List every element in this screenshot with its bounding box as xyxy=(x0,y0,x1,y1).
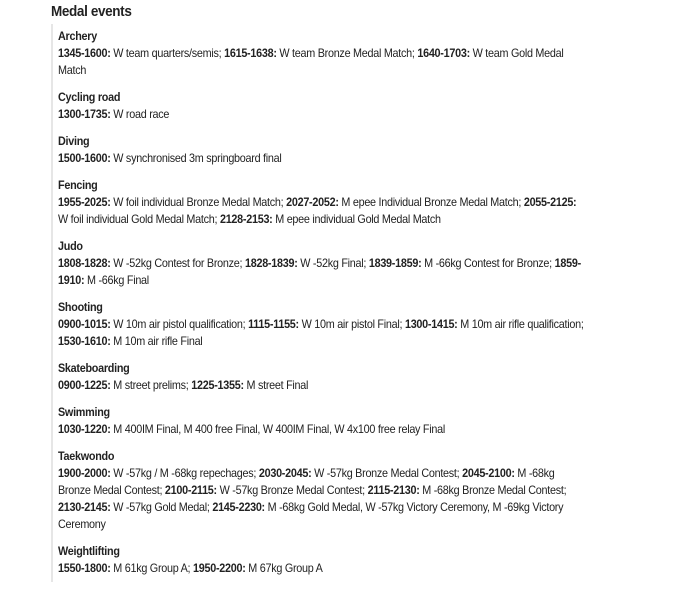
event-description: M 10m air rifle qualification; xyxy=(457,317,584,331)
event-description: M -68kg Bronze Medal Contest; xyxy=(419,483,567,497)
event-time: 2128-2153: xyxy=(219,212,273,226)
sport-schedule xyxy=(58,255,585,289)
event-time: 2045-2100: xyxy=(462,466,515,480)
event-time: 1900-2000: xyxy=(58,466,111,480)
event-description: W foil individual Gold Medal Match; xyxy=(58,212,220,226)
left-divider xyxy=(51,24,53,582)
sport-block-taekwondo xyxy=(58,448,585,533)
event-time: 1030-1220: xyxy=(58,422,111,436)
sport-schedule xyxy=(58,465,585,533)
sport-schedule xyxy=(58,560,585,577)
event-time: 2027-2052: xyxy=(286,195,339,209)
sport-schedule xyxy=(58,421,585,438)
event-time: 1345-1600: xyxy=(58,46,111,60)
sport-block-weightlifting xyxy=(58,543,585,577)
event-description: M 61kg Group A; xyxy=(110,561,194,575)
sport-block-skateboarding xyxy=(58,360,585,394)
sport-block-archery xyxy=(58,28,585,79)
event-description: W team Bronze Medal Match; xyxy=(276,46,418,60)
event-description: W -52kg Contest for Bronze; xyxy=(110,256,245,270)
event-description: M epee individual Gold Medal Match xyxy=(272,212,441,226)
event-time: 1615-1638: xyxy=(224,46,277,60)
event-time: 1955-2025: xyxy=(58,195,111,209)
medal-events-list xyxy=(58,28,585,587)
sport-schedule xyxy=(58,377,585,394)
event-time: 0900-1225: xyxy=(58,378,111,392)
sport-name: Judo xyxy=(58,239,83,253)
event-description: W -57kg / M -68kg repechages; xyxy=(110,466,259,480)
event-time: 2115-2130: xyxy=(367,483,420,497)
event-description: M -68kg Gold Medal, W -57kg Victory Ceremony, M -69kg Victory Ceremony xyxy=(58,500,564,531)
event-description: W -52kg Final; xyxy=(297,256,369,270)
sport-name: Swimming xyxy=(58,405,110,419)
sport-name: Shooting xyxy=(58,300,103,314)
event-description: W team quarters/semis; xyxy=(110,46,225,60)
event-description: W -57kg Bronze Medal Contest; xyxy=(216,483,368,497)
event-description: M street prelims; xyxy=(110,378,192,392)
event-description: W foil individual Bronze Medal Match; xyxy=(110,195,287,209)
event-time: 1530-1610: xyxy=(58,334,111,348)
event-description: M 400IM Final, M 400 free Final, W 400IM Final, W 4x100 free relay Final xyxy=(110,422,445,436)
event-description: M street Final xyxy=(243,378,309,392)
event-time: 1828-1839: xyxy=(244,256,298,270)
event-description: M -68kg Bronze Medal Contest; xyxy=(58,466,555,497)
event-time: 2100-2115: xyxy=(164,483,217,497)
event-time: 2130-2145: xyxy=(58,500,111,514)
event-description: M -66kg Final xyxy=(84,273,149,287)
event-description: W team Gold Medal Match xyxy=(58,46,564,77)
event-description: W synchronised 3m springboard final xyxy=(110,151,282,165)
sport-name: Skateboarding xyxy=(58,361,130,375)
sport-block-diving xyxy=(58,133,585,167)
page-title: Medal events xyxy=(51,3,132,20)
event-description: W road race xyxy=(110,107,170,121)
sport-name: Taekwondo xyxy=(58,449,115,463)
sport-block-fencing xyxy=(58,177,585,228)
sport-block-cycling-road xyxy=(58,89,585,123)
sport-name: Cycling road xyxy=(58,90,121,104)
sport-name: Archery xyxy=(58,29,97,43)
event-time: 1300-1415: xyxy=(404,317,458,331)
event-time: 0900-1015: xyxy=(58,317,111,331)
sport-name: Weightlifting xyxy=(58,544,120,558)
sport-schedule xyxy=(58,106,585,123)
sport-schedule xyxy=(58,150,585,167)
event-time: 1808-1828: xyxy=(58,256,111,270)
event-time: 1640-1703: xyxy=(417,46,470,60)
event-time: 1225-1355: xyxy=(191,378,244,392)
event-description: W -57kg Bronze Medal Contest; xyxy=(311,466,463,480)
event-time: 2145-2230: xyxy=(212,500,265,514)
event-time: 1300-1735: xyxy=(58,107,111,121)
event-time: 1500-1600: xyxy=(58,151,111,165)
event-time: 2030-2045: xyxy=(258,466,312,480)
event-time: 1839-1859: xyxy=(368,256,422,270)
event-description: M 10m air rifle Final xyxy=(110,334,203,348)
event-time: 2055-2125: xyxy=(523,195,577,209)
sport-schedule xyxy=(58,316,585,350)
event-time: 1859-1910: xyxy=(58,256,581,287)
sport-schedule xyxy=(58,45,585,79)
sport-schedule xyxy=(58,194,585,228)
sport-name: Fencing xyxy=(58,178,98,192)
event-description: W 10m air pistol qualification; xyxy=(110,317,249,331)
event-time: 1950-2200: xyxy=(193,561,246,575)
sport-block-shooting xyxy=(58,299,585,350)
event-time: 1115-1155: xyxy=(248,317,299,331)
sport-block-swimming xyxy=(58,404,585,438)
sport-block-judo xyxy=(58,238,585,289)
sport-name: Diving xyxy=(58,134,90,148)
event-description: M -66kg Contest for Bronze; xyxy=(421,256,555,270)
event-description: W -57kg Gold Medal; xyxy=(110,500,213,514)
event-description: M epee Individual Bronze Medal Match; xyxy=(338,195,524,209)
event-description: W 10m air pistol Final; xyxy=(298,317,405,331)
event-time: 1550-1800: xyxy=(58,561,111,575)
event-description: M 67kg Group A xyxy=(245,561,323,575)
